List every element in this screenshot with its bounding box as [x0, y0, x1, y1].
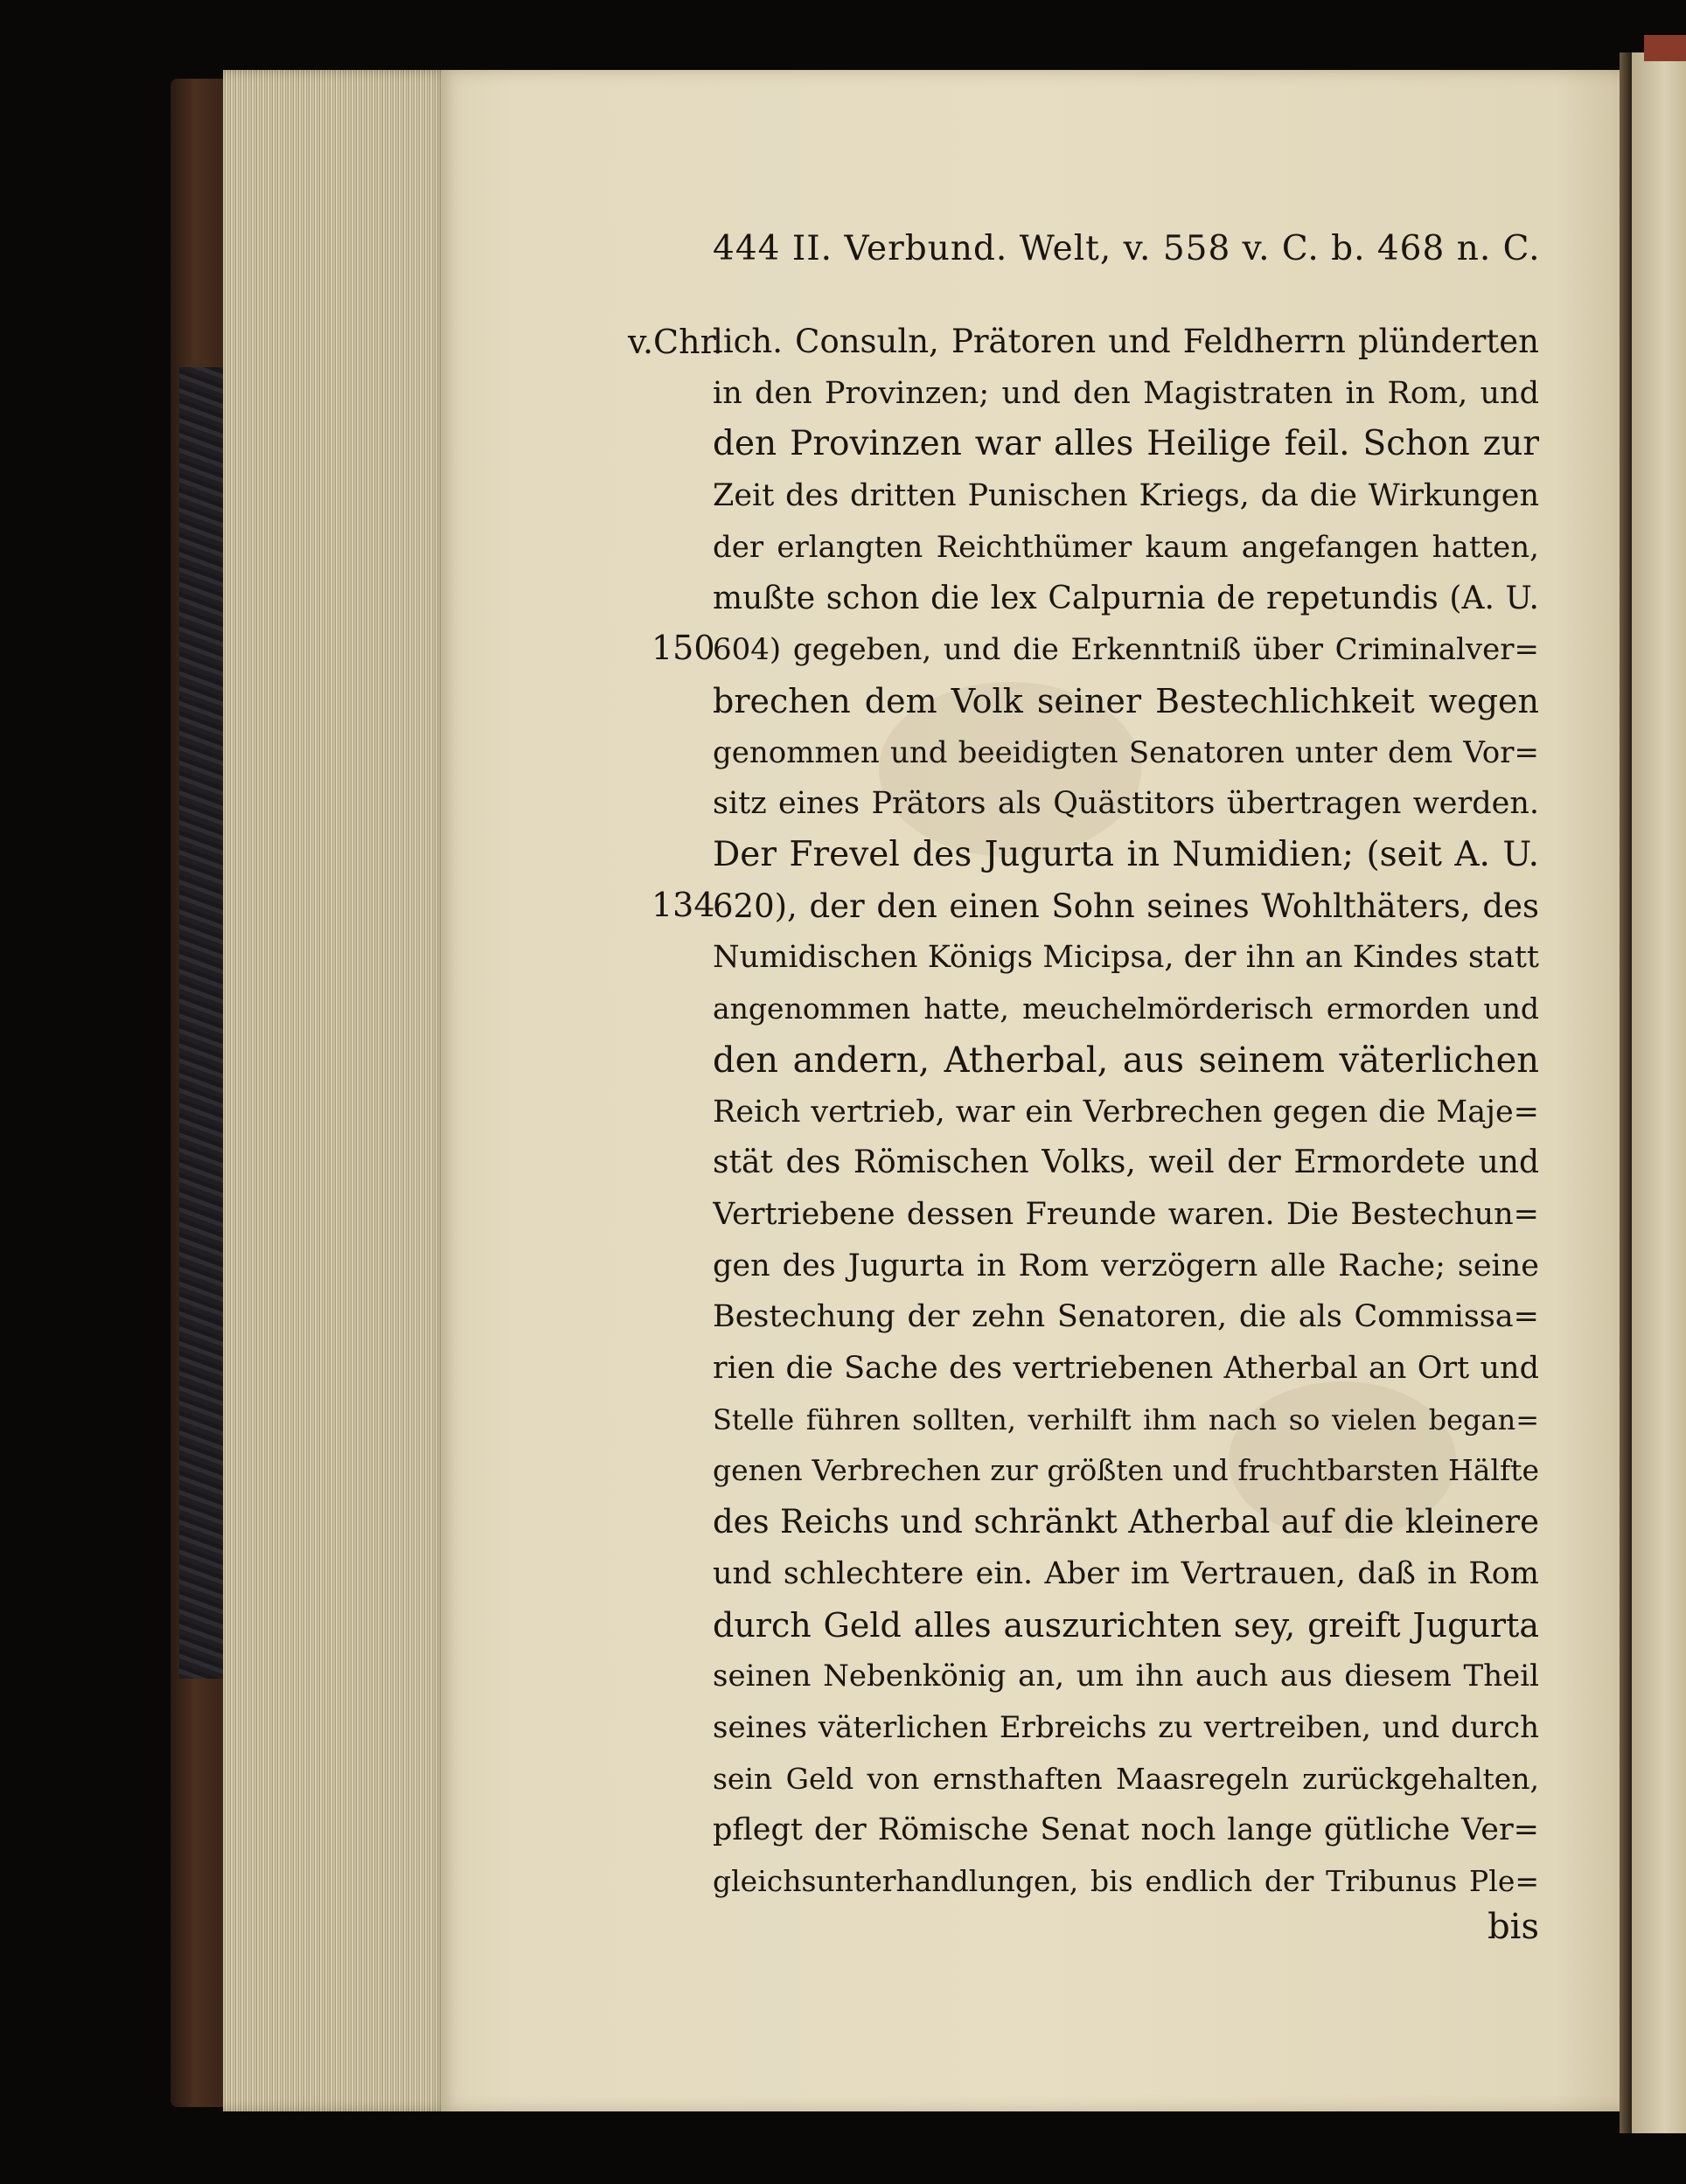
text-line: Numidischen Königs Micipsa, der ihn an Kindes statt	[713, 940, 1539, 975]
text-line: seines väterlichen Erbreichs zu vertreiben, und durch	[713, 1710, 1539, 1745]
text-line: Zeit des dritten Punischen Kriegs, da die Wirkungen	[713, 478, 1539, 513]
text-line: Bestechung der zehn Senatoren, die als Commissa=	[713, 1299, 1539, 1334]
text-line: und schlechtere ein. Aber im Vertrauen, daß in Rom	[713, 1556, 1539, 1591]
text-line: mußte schon die lex Calpurnia de repetundis (A. U.	[713, 581, 1539, 616]
text-line: der erlangten Reichthümer kaum angefangen hatten,	[713, 530, 1539, 565]
text-line: pflegt der Römische Senat noch lange gütliche Ver=	[713, 1812, 1539, 1847]
facing-page-edge	[1644, 35, 1686, 61]
text-line: Der Frevel des Jugurta in Numidien; (seit A. U.	[713, 835, 1539, 874]
margin-note-year: 134	[651, 886, 715, 924]
text-line: seinen Nebenkönig an, um ihn auch aus diesem Theil	[713, 1659, 1539, 1694]
text-line: sitz eines Prätors als Quästitors übertragen werden.	[713, 786, 1539, 821]
text-line: genommen und beeidigten Senatoren unter dem Vor=	[713, 735, 1539, 770]
text-line: Vertriebene dessen Freunde waren. Die Bestechun=	[713, 1197, 1539, 1232]
text-line: den andern, Atherbal, aus seinem väterlichen	[713, 1040, 1539, 1081]
text-line: gleichsunterhandlungen, bis endlich der Tribunus Ple=	[713, 1864, 1539, 1898]
text-line: genen Verbrechen zur größten und fruchtbarsten Hälfte	[713, 1453, 1539, 1487]
page-edges	[223, 70, 450, 2111]
text-line: in den Provinzen; und den Magistraten in Rom, und	[713, 376, 1539, 411]
catchword: bis	[1487, 1907, 1539, 1947]
margin-note-year: 150	[651, 629, 715, 667]
text-line: 620), der den einen Sohn seines Wohlthäters, des	[713, 887, 1539, 925]
book-gutter	[1620, 52, 1632, 2133]
text-line: stät des Römischen Volks, weil der Ermordete und	[713, 1144, 1539, 1180]
text-line: des Reichs und schränkt Atherbal auf die kleinere	[713, 1503, 1539, 1541]
text-line: den Provinzen war alles Heilige feil. Schon zur	[713, 424, 1539, 463]
text-line: durch Geld alles auszurichten sey, greift Jugurta	[713, 1606, 1539, 1645]
running-head: 444 II. Verbund. Welt, v. 558 v. C. b. 468 n. C.	[713, 229, 1541, 268]
facing-page	[1632, 52, 1686, 2133]
text-line: Reich vertrieb, war ein Verbrechen gegen die Maje=	[713, 1095, 1539, 1130]
text-line: 604) gegeben, und die Erkenntniß über Criminalver=	[713, 632, 1539, 667]
text-line: sein Geld von ernsthaften Maasregeln zurückgehalten,	[713, 1762, 1539, 1796]
margin-note-era: v.Chr.	[628, 323, 723, 361]
text-line: brechen dem Volk seiner Bestechlichkeit wegen	[713, 682, 1539, 720]
text-line: gen des Jugurta in Rom verzögern alle Rache; seine	[713, 1248, 1539, 1283]
text-line: rien die Sache des vertriebenen Atherbal an Ort und	[713, 1351, 1539, 1386]
text-line: Stelle führen sollten, verhilft ihm nach so vielen began=	[713, 1403, 1539, 1436]
text-line: lich. Consuln, Prätoren und Feldherrn plünderten	[713, 323, 1539, 360]
text-line: angenommen hatte, meuchelmörderisch ermorden und	[713, 991, 1539, 1026]
